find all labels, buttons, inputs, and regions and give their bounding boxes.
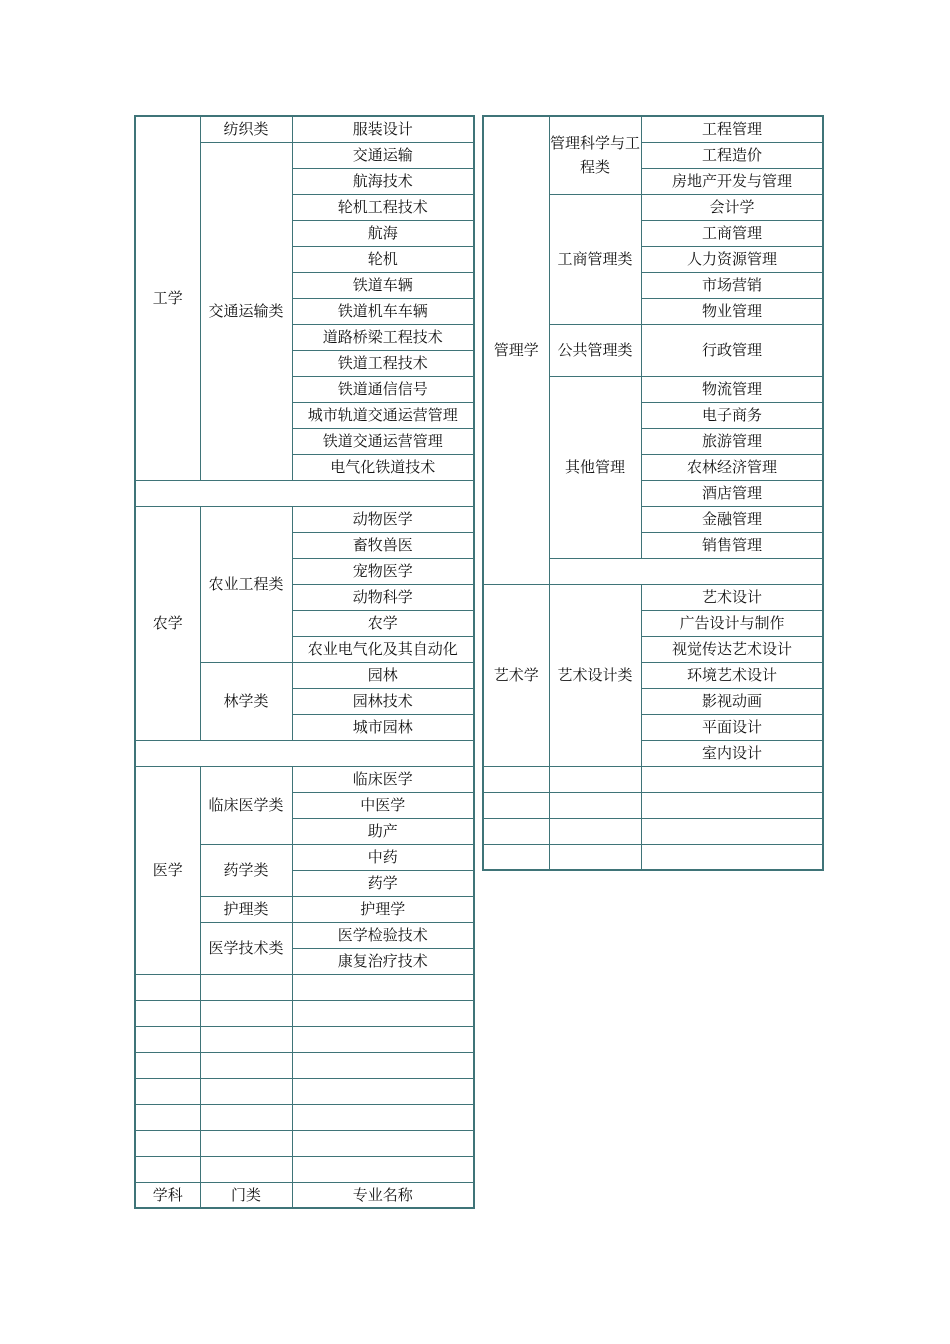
category-cell: 工商管理类 bbox=[549, 194, 641, 324]
major-cell: 航海 bbox=[292, 220, 474, 246]
empty-cell bbox=[549, 766, 641, 792]
empty-row bbox=[135, 1078, 474, 1104]
major-cell: 铁道机车车辆 bbox=[292, 298, 474, 324]
empty-cell bbox=[292, 1000, 474, 1026]
major-cell: 销售管理 bbox=[641, 532, 823, 558]
separator-row bbox=[135, 740, 474, 766]
discipline-cell: 农学 bbox=[135, 506, 200, 740]
major-cell: 广告设计与制作 bbox=[641, 610, 823, 636]
right-major-table bbox=[482, 115, 824, 871]
major-cell: 工程造价 bbox=[641, 142, 823, 168]
major-cell: 铁道工程技术 bbox=[292, 350, 474, 376]
discipline-cell: 医学 bbox=[135, 766, 200, 974]
major-cell: 航海技术 bbox=[292, 168, 474, 194]
category-cell: 纺织类 bbox=[200, 116, 292, 142]
major-cell: 会计学 bbox=[641, 194, 823, 220]
category-header: 门类 bbox=[200, 1182, 292, 1208]
empty-cell bbox=[135, 1078, 200, 1104]
major-cell: 农学 bbox=[292, 610, 474, 636]
empty-cell bbox=[641, 818, 823, 844]
category-cell: 其他管理 bbox=[549, 376, 641, 558]
major-cell: 农林经济管理 bbox=[641, 454, 823, 480]
empty-cell bbox=[292, 1104, 474, 1130]
major-cell: 酒店管理 bbox=[641, 480, 823, 506]
empty-cell bbox=[483, 844, 549, 870]
major-cell: 服装设计 bbox=[292, 116, 474, 142]
empty-cell bbox=[200, 1000, 292, 1026]
major-cell: 中药 bbox=[292, 844, 474, 870]
empty-cell bbox=[135, 1052, 200, 1078]
empty-cell bbox=[292, 1052, 474, 1078]
left-major-table bbox=[134, 115, 475, 1209]
major-cell: 电子商务 bbox=[641, 402, 823, 428]
empty-row bbox=[483, 792, 823, 818]
major-cell: 房地产开发与管理 bbox=[641, 168, 823, 194]
major-cell: 铁道通信信号 bbox=[292, 376, 474, 402]
empty-cell bbox=[200, 1130, 292, 1156]
empty-cell bbox=[200, 1052, 292, 1078]
category-cell: 交通运输类 bbox=[200, 142, 292, 480]
empty-row bbox=[483, 766, 823, 792]
major-cell: 影视动画 bbox=[641, 688, 823, 714]
major-cell: 人力资源管理 bbox=[641, 246, 823, 272]
major-cell: 物流管理 bbox=[641, 376, 823, 402]
major-cell: 护理学 bbox=[292, 896, 474, 922]
category-cell: 公共管理类 bbox=[549, 324, 641, 376]
major-cell: 农业电气化及其自动化 bbox=[292, 636, 474, 662]
empty-cell bbox=[292, 1078, 474, 1104]
major-cell: 园林 bbox=[292, 662, 474, 688]
category-cell: 药学类 bbox=[200, 844, 292, 896]
empty-cell bbox=[200, 1078, 292, 1104]
empty-cell bbox=[483, 818, 549, 844]
major-cell: 宠物医学 bbox=[292, 558, 474, 584]
category-cell: 护理类 bbox=[200, 896, 292, 922]
major-cell: 旅游管理 bbox=[641, 428, 823, 454]
empty-row bbox=[135, 1156, 474, 1182]
category-cell: 林学类 bbox=[200, 662, 292, 740]
major-cell: 动物科学 bbox=[292, 584, 474, 610]
major-cell: 动物医学 bbox=[292, 506, 474, 532]
empty-row bbox=[135, 1052, 474, 1078]
empty-cell bbox=[549, 818, 641, 844]
major-cell: 畜牧兽医 bbox=[292, 532, 474, 558]
empty-cell bbox=[292, 1156, 474, 1182]
empty-cell bbox=[135, 974, 200, 1000]
empty-row bbox=[483, 844, 823, 870]
major-cell: 平面设计 bbox=[641, 714, 823, 740]
major-cell: 康复治疗技术 bbox=[292, 948, 474, 974]
empty-cell bbox=[483, 766, 549, 792]
empty-row bbox=[135, 1026, 474, 1052]
empty-cell bbox=[641, 766, 823, 792]
empty-row bbox=[135, 1000, 474, 1026]
major-cell: 艺术设计 bbox=[641, 584, 823, 610]
separator-row bbox=[135, 480, 474, 506]
major-header: 专业名称 bbox=[292, 1182, 474, 1208]
empty-cell bbox=[641, 792, 823, 818]
major-cell: 助产 bbox=[292, 818, 474, 844]
category-cell: 农业工程类 bbox=[200, 506, 292, 662]
major-cell: 工商管理 bbox=[641, 220, 823, 246]
empty-cell bbox=[292, 1130, 474, 1156]
empty-cell bbox=[292, 974, 474, 1000]
empty-cell bbox=[641, 844, 823, 870]
empty-cell bbox=[200, 974, 292, 1000]
major-cell: 临床医学 bbox=[292, 766, 474, 792]
major-cell: 金融管理 bbox=[641, 506, 823, 532]
empty-cell bbox=[200, 1156, 292, 1182]
major-cell: 园林技术 bbox=[292, 688, 474, 714]
category-cell: 艺术设计类 bbox=[549, 584, 641, 766]
major-cell: 中医学 bbox=[292, 792, 474, 818]
major-cell: 轮机 bbox=[292, 246, 474, 272]
category-cell: 医学技术类 bbox=[200, 922, 292, 974]
empty-cell bbox=[200, 1026, 292, 1052]
empty-cell bbox=[135, 1156, 200, 1182]
major-cell: 药学 bbox=[292, 870, 474, 896]
major-cell: 环境艺术设计 bbox=[641, 662, 823, 688]
empty-row bbox=[135, 974, 474, 1000]
major-cell: 城市轨道交通运营管理 bbox=[292, 402, 474, 428]
major-cell: 市场营销 bbox=[641, 272, 823, 298]
major-cell: 工程管理 bbox=[641, 116, 823, 142]
major-cell: 交通运输 bbox=[292, 142, 474, 168]
empty-cell bbox=[483, 792, 549, 818]
separator-row bbox=[549, 558, 823, 584]
major-cell: 视觉传达艺术设计 bbox=[641, 636, 823, 662]
major-cell: 物业管理 bbox=[641, 298, 823, 324]
major-cell: 轮机工程技术 bbox=[292, 194, 474, 220]
discipline-cell: 管理学 bbox=[483, 116, 549, 584]
empty-row bbox=[483, 818, 823, 844]
major-cell: 室内设计 bbox=[641, 740, 823, 766]
empty-row bbox=[135, 1130, 474, 1156]
empty-row bbox=[135, 1104, 474, 1130]
major-cell: 医学检验技术 bbox=[292, 922, 474, 948]
discipline-cell: 工学 bbox=[135, 116, 200, 480]
empty-cell bbox=[549, 844, 641, 870]
major-cell: 行政管理 bbox=[641, 324, 823, 376]
discipline-cell: 艺术学 bbox=[483, 584, 549, 766]
major-cell: 道路桥梁工程技术 bbox=[292, 324, 474, 350]
empty-cell bbox=[549, 792, 641, 818]
empty-cell bbox=[200, 1104, 292, 1130]
empty-cell bbox=[135, 1026, 200, 1052]
empty-cell bbox=[135, 1104, 200, 1130]
category-cell: 临床医学类 bbox=[200, 766, 292, 844]
major-cell: 铁道车辆 bbox=[292, 272, 474, 298]
major-cell: 电气化铁道技术 bbox=[292, 454, 474, 480]
category-cell: 管理科学与工程类 bbox=[549, 116, 641, 194]
empty-cell bbox=[135, 1130, 200, 1156]
empty-cell bbox=[135, 1000, 200, 1026]
column-header-row bbox=[135, 1182, 474, 1208]
major-cell: 铁道交通运营管理 bbox=[292, 428, 474, 454]
empty-cell bbox=[292, 1026, 474, 1052]
major-cell: 城市园林 bbox=[292, 714, 474, 740]
discipline-header: 学科 bbox=[135, 1182, 200, 1208]
